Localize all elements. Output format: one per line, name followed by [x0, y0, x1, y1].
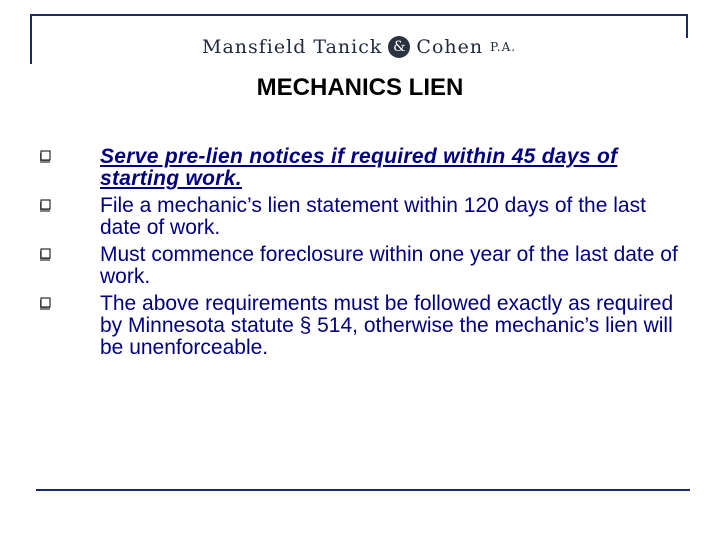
bullet-text: Must commence foreclosure within one year of the last date of work. — [100, 243, 678, 288]
firm-logo — [202, 33, 516, 61]
bullet-item — [40, 244, 680, 288]
logo-name-part1: Mansfield Tanick — [202, 36, 383, 58]
logo-ampersand-icon: & — [388, 36, 410, 58]
frame-right-line — [686, 14, 688, 38]
bullet-text: Serve pre-lien notices if required within 45 days of starting work. — [100, 145, 618, 190]
bullet-item — [40, 146, 680, 190]
square-bullet-icon — [40, 150, 53, 163]
slide-title — [0, 74, 728, 102]
bullet-item — [40, 293, 680, 359]
logo-suffix: P.A. — [490, 40, 517, 54]
bullet-text: File a mechanic’s lien statement within 120 days of the last date of work. — [100, 194, 646, 239]
frame-left-line — [30, 14, 32, 64]
square-bullet-icon — [40, 199, 53, 212]
bullet-text: The above requirements must be followed exactly as required by Minnesota statute § 514, otherwise the mechanic’s lien will be unenforceable. — [100, 292, 674, 359]
bottom-divider — [36, 489, 690, 491]
square-bullet-icon — [40, 297, 53, 310]
slide-title-text: MECHANICS LIEN — [256, 74, 464, 101]
bullet-item — [40, 195, 680, 239]
bullet-list — [40, 146, 680, 364]
logo-name-part2: Cohen — [416, 36, 484, 58]
frame-top-line — [30, 14, 688, 16]
square-bullet-icon — [40, 248, 53, 261]
